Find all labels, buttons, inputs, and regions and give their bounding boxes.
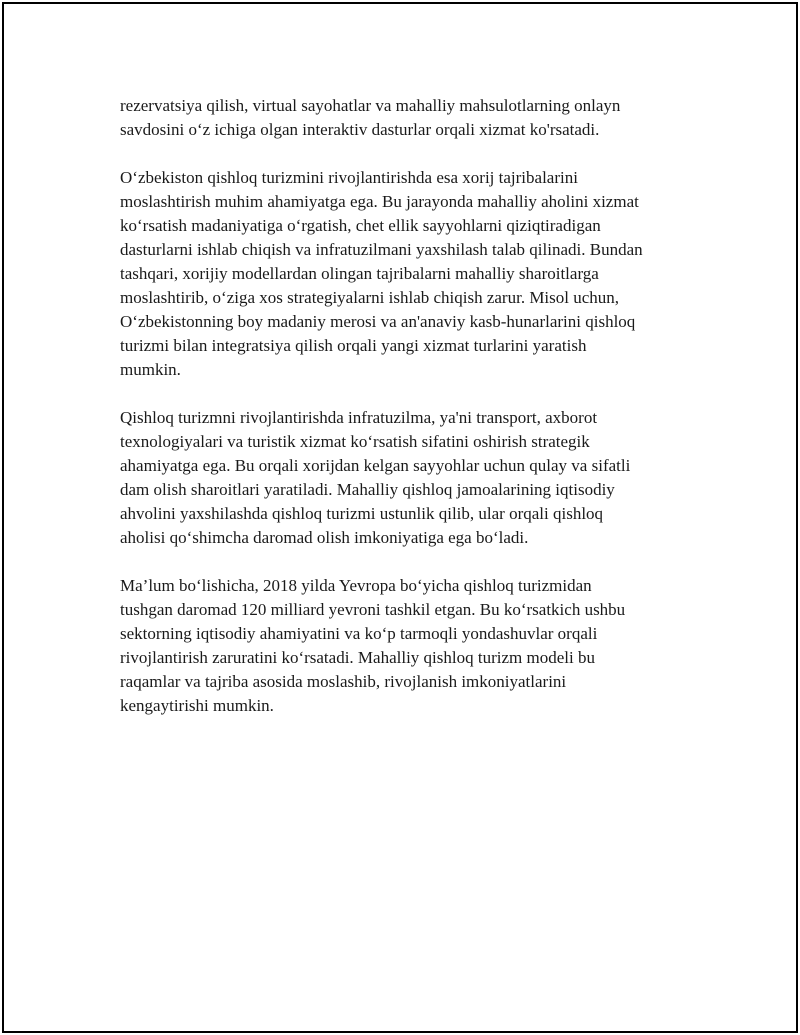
- paragraph-continuation: rezervatsiya qilish, virtual sayohatlar va mahalliy mahsulotlarning onlayn savdosini o‘z ichiga olgan interaktiv dasturlar orqali xizmat ko'rsatadi.: [120, 96, 621, 139]
- paragraph-europe-revenue: Ma’lum bo‘lishicha, 2018 yilda Yevropa bo‘yicha qishloq turizmidan tushgan daromad 120 milliard yevroni tashkil etgan. Bu ko‘rsatkich ushbu sektorning iqtisodiy ahamiyatini va ko‘p tarmoqli yondashuvlar orqali rivojlantirish zaruratini ko‘rsatadi. Mahalliy qishloq turizm modeli bu raqamlar va tajriba asosida moslashib, rivojlanish imkoniyatlarini kengaytirishi mumkin.: [120, 576, 626, 715]
- document-page: [2, 2, 798, 1033]
- paragraph-foreign-experience: O‘zbekiston qishloq turizmini rivojlantirishda esa xorij tajribalarini moslashtirish muhim ahamiyatga ega. Bu jarayonda mahalliy aholini xizmat ko‘rsatish madaniyatiga o‘rgatish, chet ellik sayyohlarni qiziqtiradigan dasturlarni ishlab chiqish va infratuzilmani yaxshilash talab qilinadi. Bundan tashqari, xorijiy modellardan olingan tajribalarni mahalliy sharoitlarga moslashtirib, o‘ziga xos strategiyalarni ishlab chiqish zarur. Misol uchun, O‘zbekistonning boy madaniy merosi va an'anaviy kasb-hunarlarini qishloq turizmi bilan integratsiya qilish orqali yangi xizmat turlarini yaratish mumkin.: [120, 168, 643, 379]
- paragraph-infrastructure: Qishloq turizmni rivojlantirishda infratuzilma, ya'ni transport, axborot texnologiyalari va turistik xizmat ko‘rsatish sifatini oshirish strategik ahamiyatga ega. Bu orqali xorijdan kelgan sayyohlar uchun qulay va sifatli dam olish sharoitlari yaratiladi. Mahalliy qishloq jamoalarining iqtisodiy ahvolini yaxshilashda qishloq turizmi ustunlik qilib, ular orqali qishloq aholisi qo‘shimcha daromad olish imkoniyatiga ega bo‘ladi.: [120, 408, 631, 547]
- document-body: [120, 94, 700, 742]
